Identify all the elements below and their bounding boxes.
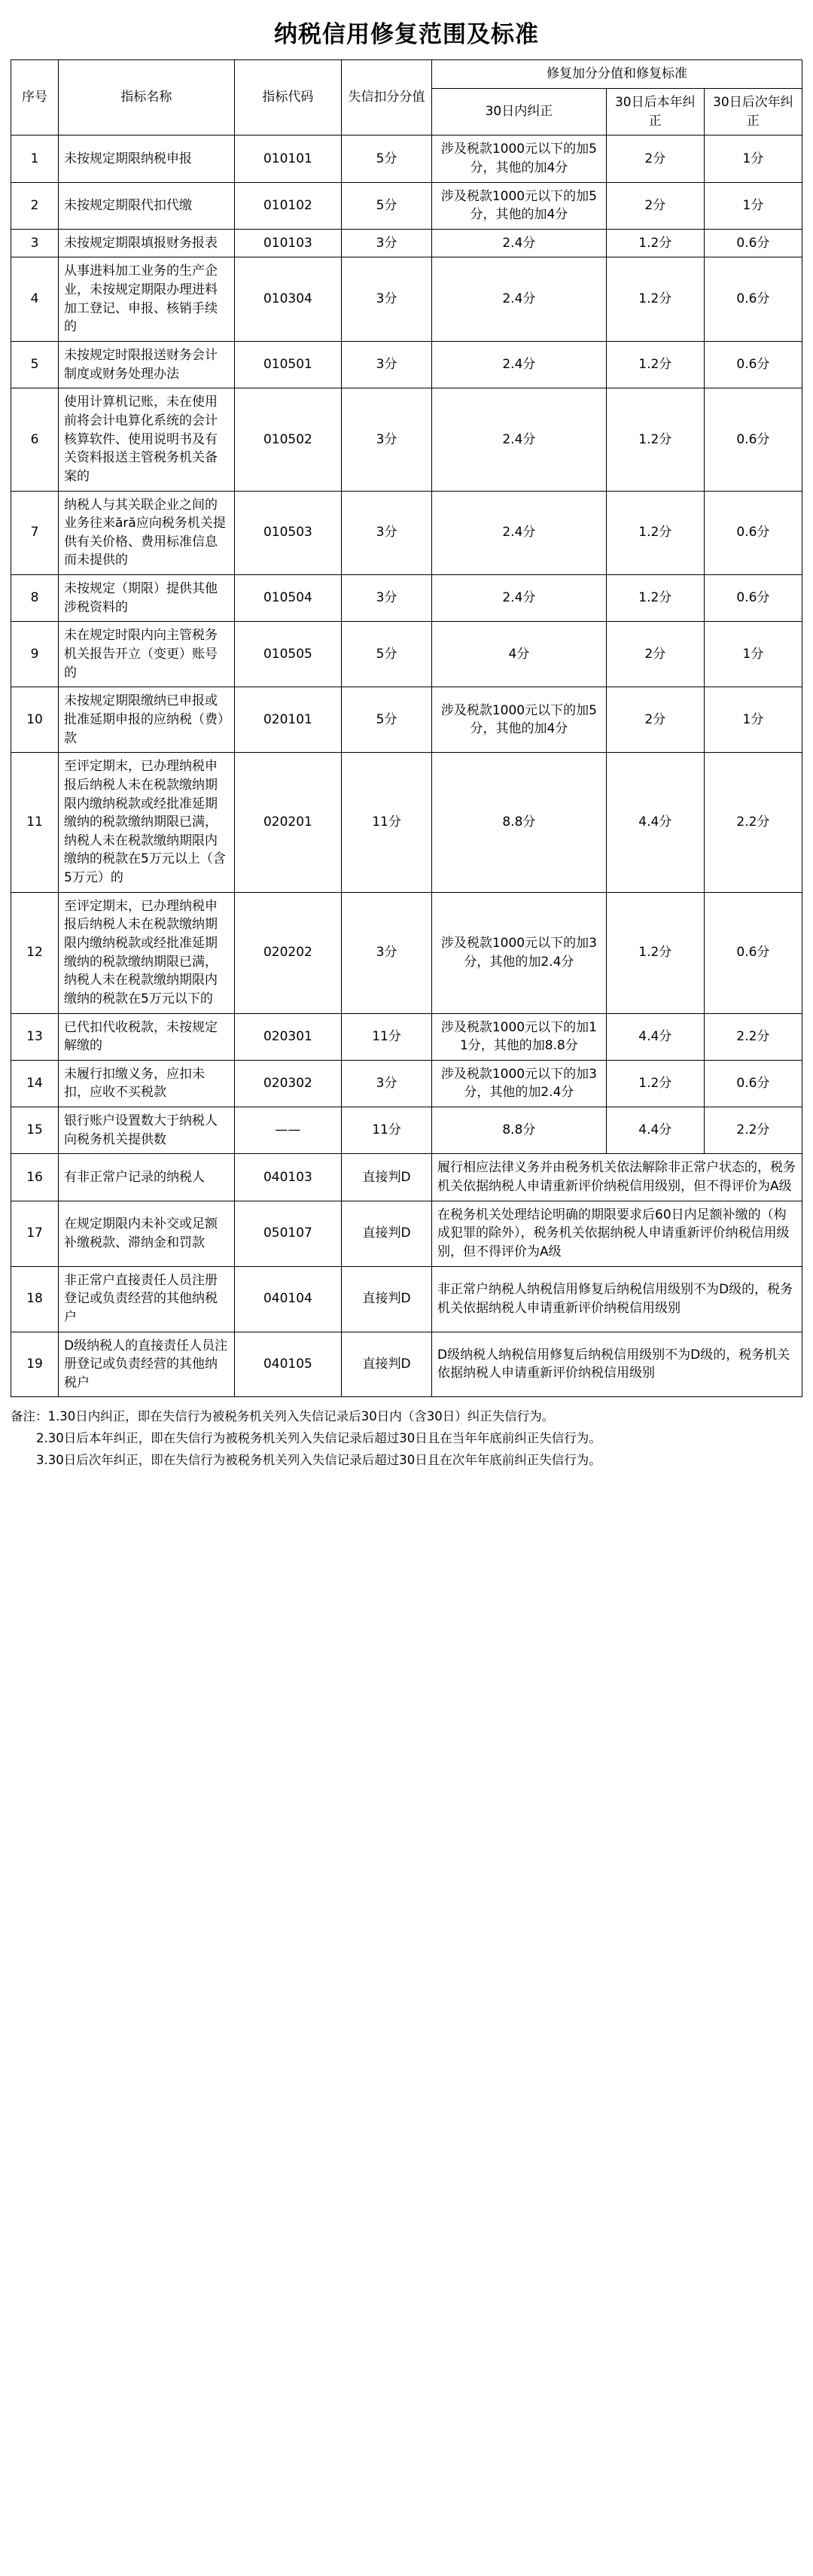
cell-within-30-days: 2.4分 (432, 257, 607, 342)
table-row (11, 491, 802, 575)
cell-after-30-next-year: 1分 (704, 622, 802, 687)
table-row (11, 1013, 802, 1060)
cell-indicator-code: 040103 (234, 1154, 341, 1201)
table-row (11, 342, 802, 388)
cell-after-30-next-year: 0.6分 (704, 892, 802, 1013)
cell-deduct-points: 3分 (342, 491, 432, 575)
cell-indicator-name: 在规定期限内未补交或足额补缴税款、滞纳金和罚款 (59, 1201, 235, 1266)
cell-deduct-points: 直接判D (342, 1201, 432, 1266)
footnotes (11, 1406, 802, 1472)
cell-indicator-code: 010304 (234, 257, 341, 342)
cell-indicator-name: 未按规定期限纳税申报 (59, 135, 235, 182)
cell-after-30-current-year: 1.2分 (606, 575, 704, 622)
header-deduct-points: 失信扣分分值 (342, 60, 432, 135)
cell-deduct-points: 5分 (342, 182, 432, 229)
table-row (11, 1332, 802, 1397)
header-indicator-code: 指标代码 (234, 60, 341, 135)
cell-deduct-points: 5分 (342, 135, 432, 182)
cell-indicator-code: 010504 (234, 575, 341, 622)
cell-indicator-name: 未按规定期限填报财务报表 (59, 229, 235, 257)
cell-seq: 3 (11, 229, 59, 257)
cell-seq: 17 (11, 1201, 59, 1266)
cell-indicator-name: 至评定期末，已办理纳税申报后纳税人未在税款缴纳期限内缴纳税款或经批准延期缴纳的税款缴纳期限已满，纳税人未在税款缴纳期限内缴纳的税款在5万元以下的 (59, 892, 235, 1013)
footnote-2: 2.30日后本年纠正，即在失信行为被税务机关列入失信记录后超过30日且在当年年底前纠正失信行为。 (36, 1431, 601, 1446)
cell-after-30-next-year: 1分 (704, 687, 802, 753)
cell-deduct-points: 3分 (342, 257, 432, 342)
cell-deduct-points: 11分 (342, 753, 432, 892)
table-row (11, 1107, 802, 1154)
cell-indicator-code: —— (234, 1107, 341, 1154)
cell-after-30-current-year: 1.2分 (606, 388, 704, 491)
cell-indicator-name: 从事进料加工业务的生产企业，未按规定期限办理进料加工登记、申报、核销手续的 (59, 257, 235, 342)
cell-deduct-points: 直接判D (342, 1154, 432, 1201)
cell-indicator-code: 010101 (234, 135, 341, 182)
cell-seq: 11 (11, 753, 59, 892)
cell-deduct-points: 5分 (342, 622, 432, 687)
table-header (11, 60, 802, 135)
table-row (11, 135, 802, 182)
cell-after-30-next-year: 0.6分 (704, 342, 802, 388)
table-row (11, 257, 802, 342)
cell-within-30-days: 2.4分 (432, 342, 607, 388)
cell-indicator-code: 040105 (234, 1332, 341, 1397)
header-indicator-name: 指标名称 (59, 60, 235, 135)
cell-seq: 1 (11, 135, 59, 182)
cell-indicator-code: 040104 (234, 1266, 341, 1332)
cell-deduct-points: 3分 (342, 575, 432, 622)
page-title: 纳税信用修复范围及标准 (274, 21, 539, 48)
cell-indicator-name: 未按规定（期限）提供其他涉税资料的 (59, 575, 235, 622)
cell-after-30-next-year: 2.2分 (704, 1107, 802, 1154)
cell-after-30-current-year: 1.2分 (606, 1060, 704, 1107)
cell-indicator-name: 至评定期末，已办理纳税申报后纳税人未在税款缴纳期限内缴纳税款或经批准延期缴纳的税款缴纳期限已满，纳税人未在税款缴纳期限内缴纳的税款在5万元以上（含5万元）的 (59, 753, 235, 892)
cell-indicator-name: 未按规定期限缴纳已申报或批准延期申报的应纳税（费）款 (59, 687, 235, 753)
cell-indicator-code: 020101 (234, 687, 341, 753)
cell-seq: 9 (11, 622, 59, 687)
table-row (11, 182, 802, 229)
cell-after-30-current-year: 1.2分 (606, 257, 704, 342)
cell-deduct-points: 3分 (342, 388, 432, 491)
cell-within-30-days: 2.4分 (432, 575, 607, 622)
cell-seq: 8 (11, 575, 59, 622)
cell-indicator-code: 010502 (234, 388, 341, 491)
cell-after-30-next-year: 0.6分 (704, 229, 802, 257)
cell-seq: 14 (11, 1060, 59, 1107)
cell-within-30-days: 2.4分 (432, 388, 607, 491)
table-header-row-1 (11, 60, 802, 89)
cell-seq: 4 (11, 257, 59, 342)
cell-indicator-name: 已代扣代收税款，未按规定解缴的 (59, 1013, 235, 1060)
cell-seq: 2 (11, 182, 59, 229)
cell-seq: 13 (11, 1013, 59, 1060)
cell-after-30-next-year: 0.6分 (704, 257, 802, 342)
credit-repair-table (11, 59, 802, 1397)
cell-repair-standard: 履行相应法律义务并由税务机关依法解除非正常户状态的，税务机关依据纳税人申请重新评价纳税信用级别，但不得评价为A级 (432, 1154, 802, 1201)
cell-indicator-name: 未履行扣缴义务，应扣未扣，应收不买税款 (59, 1060, 235, 1107)
cell-after-30-next-year: 1分 (704, 135, 802, 182)
cell-indicator-name: 有非正常户记录的纳税人 (59, 1154, 235, 1201)
cell-within-30-days: 涉及税款1000元以下的加3分，其他的加2.4分 (432, 892, 607, 1013)
cell-seq: 18 (11, 1266, 59, 1332)
cell-indicator-code: 020302 (234, 1060, 341, 1107)
cell-within-30-days: 涉及税款1000元以下的加11分，其他的加8.8分 (432, 1013, 607, 1060)
table-row (11, 1266, 802, 1332)
cell-after-30-next-year: 2.2分 (704, 1013, 802, 1060)
cell-deduct-points: 5分 (342, 687, 432, 753)
cell-after-30-current-year: 4.4分 (606, 1107, 704, 1154)
cell-indicator-code: 010103 (234, 229, 341, 257)
cell-after-30-current-year: 2分 (606, 182, 704, 229)
cell-deduct-points: 3分 (342, 342, 432, 388)
cell-after-30-next-year: 1分 (704, 182, 802, 229)
cell-indicator-name: 银行账户设置数大于纳税人向税务机关提供数 (59, 1107, 235, 1154)
cell-indicator-code: 020301 (234, 1013, 341, 1060)
table-row (11, 687, 802, 753)
cell-deduct-points: 直接判D (342, 1266, 432, 1332)
cell-seq: 10 (11, 687, 59, 753)
cell-repair-standard: D级纳税人纳税信用修复后纳税信用级别不为D级的，税务机关依据纳税人申请重新评价纳税信用级别 (432, 1332, 802, 1397)
header-after-30-current-year: 30日后本年纠正 (606, 89, 704, 135)
cell-seq: 19 (11, 1332, 59, 1397)
cell-within-30-days: 8.8分 (432, 753, 607, 892)
cell-after-30-next-year: 0.6分 (704, 491, 802, 575)
table-row (11, 1154, 802, 1201)
header-repair-group: 修复加分分值和修复标准 (432, 60, 802, 89)
header-within-30-days: 30日内纠正 (432, 89, 607, 135)
cell-deduct-points: 直接判D (342, 1332, 432, 1397)
cell-after-30-next-year: 2.2分 (704, 753, 802, 892)
cell-after-30-current-year: 1.2分 (606, 229, 704, 257)
table-row (11, 1060, 802, 1107)
cell-deduct-points: 3分 (342, 229, 432, 257)
cell-indicator-name: 使用计算机记账，未在使用前将会计电算化系统的会计核算软件、使用说明书及有关资料报送主管税务机关备案的 (59, 388, 235, 491)
cell-indicator-code: 010505 (234, 622, 341, 687)
cell-after-30-next-year: 0.6分 (704, 388, 802, 491)
cell-after-30-current-year: 2分 (606, 687, 704, 753)
cell-indicator-code: 020201 (234, 753, 341, 892)
cell-indicator-name: D级纳税人的直接责任人员注册登记或负责经营的其他纳税户 (59, 1332, 235, 1397)
table-row (11, 575, 802, 622)
cell-indicator-code: 010102 (234, 182, 341, 229)
cell-seq: 5 (11, 342, 59, 388)
table-row (11, 622, 802, 687)
cell-after-30-next-year: 0.6分 (704, 575, 802, 622)
cell-deduct-points: 3分 (342, 892, 432, 1013)
cell-deduct-points: 3分 (342, 1060, 432, 1107)
cell-after-30-current-year: 4.4分 (606, 753, 704, 892)
cell-after-30-current-year: 2分 (606, 135, 704, 182)
cell-after-30-current-year: 1.2分 (606, 491, 704, 575)
table-row (11, 229, 802, 257)
cell-after-30-current-year: 1.2分 (606, 892, 704, 1013)
cell-within-30-days: 2.4分 (432, 491, 607, 575)
cell-deduct-points: 11分 (342, 1013, 432, 1060)
table-row (11, 388, 802, 491)
table-row (11, 753, 802, 892)
cell-after-30-current-year: 4.4分 (606, 1013, 704, 1060)
cell-indicator-name: 纳税人与其关联企业之间的业务往来ără应向税务机关提供有关价格、费用标准信息而未提供的 (59, 491, 235, 575)
cell-seq: 16 (11, 1154, 59, 1201)
cell-after-30-current-year: 2分 (606, 622, 704, 687)
cell-after-30-current-year: 1.2分 (606, 342, 704, 388)
table-body (11, 135, 802, 1397)
cell-within-30-days: 涉及税款1000元以下的加5分，其他的加4分 (432, 135, 607, 182)
table-row (11, 892, 802, 1013)
cell-repair-standard: 非正常户纳税人纳税信用修复后纳税信用级别不为D级的，税务机关依据纳税人申请重新评价纳税信用级别 (432, 1266, 802, 1332)
cell-within-30-days: 8.8分 (432, 1107, 607, 1154)
cell-indicator-name: 未按规定时限报送财务会计制度或财务处理办法 (59, 342, 235, 388)
header-seq: 序号 (11, 60, 59, 135)
footnote-3: 3.30日后次年纠正，即在失信行为被税务机关列入失信记录后超过30日且在次年年底前纠正失信行为。 (36, 1453, 601, 1468)
cell-within-30-days: 4分 (432, 622, 607, 687)
cell-indicator-code: 010501 (234, 342, 341, 388)
cell-indicator-name: 未按规定期限代扣代缴 (59, 182, 235, 229)
cell-indicator-code: 010503 (234, 491, 341, 575)
table-row (11, 1201, 802, 1266)
cell-after-30-next-year: 0.6分 (704, 1060, 802, 1107)
cell-within-30-days: 涉及税款1000元以下的加3分，其他的加2.4分 (432, 1060, 607, 1107)
cell-within-30-days: 涉及税款1000元以下的加5分，其他的加4分 (432, 687, 607, 753)
cell-indicator-name: 未在规定时限内向主管税务机关报告开立（变更）账号的 (59, 622, 235, 687)
cell-seq: 15 (11, 1107, 59, 1154)
cell-seq: 12 (11, 892, 59, 1013)
cell-within-30-days: 涉及税款1000元以下的加5分，其他的加4分 (432, 182, 607, 229)
cell-indicator-code: 050107 (234, 1201, 341, 1266)
cell-deduct-points: 11分 (342, 1107, 432, 1154)
cell-indicator-code: 020202 (234, 892, 341, 1013)
cell-indicator-name: 非正常户直接责任人员注册登记或负责经营的其他纳税户 (59, 1266, 235, 1332)
header-after-30-next-year: 30日后次年纠正 (704, 89, 802, 135)
cell-seq: 7 (11, 491, 59, 575)
cell-seq: 6 (11, 388, 59, 491)
cell-repair-standard: 在税务机关处理结论明确的期限要求后60日内足额补缴的（构成犯罪的除外），税务机关依据纳税人申请重新评价纳税信用级别，但不得评价为A级 (432, 1201, 802, 1266)
footnote-1: 备注：1.30日内纠正，即在失信行为被税务机关列入失信记录后30日内（含30日）纠正失信行为。 (11, 1409, 555, 1424)
cell-within-30-days: 2.4分 (432, 229, 607, 257)
